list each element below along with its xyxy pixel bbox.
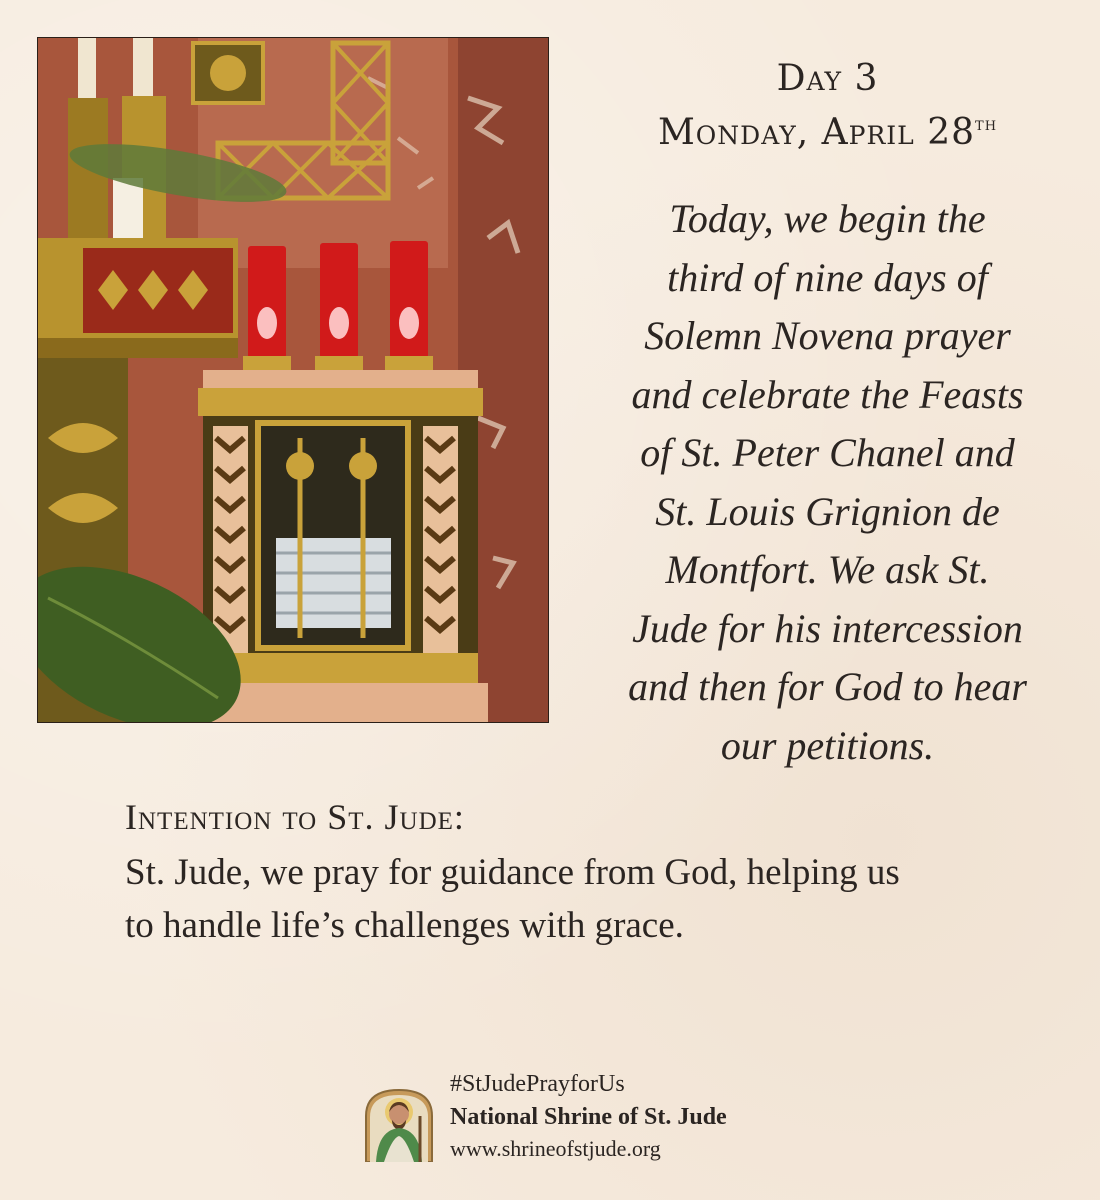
body-line: Today, we begin the (669, 196, 986, 241)
body-line: our petitions. (720, 722, 935, 768)
website-link[interactable]: www.shrineofstjude.org (450, 1136, 661, 1161)
shrine-altar-photo (37, 37, 549, 723)
intention-line: to handle life’s challenges with grace. (125, 905, 684, 946)
body-line: third of nine days of (667, 254, 988, 300)
footer-text (450, 1068, 727, 1164)
date-text: Monday, April 28 (657, 112, 976, 153)
intention-title: Intention to St. Jude: (125, 797, 465, 837)
hashtag: #StJudePrayforUs (450, 1071, 625, 1097)
shrine-name: National Shrine of St. Jude (450, 1104, 727, 1130)
intention-line: St. Jude, we pray for guidance from God, helping us (125, 852, 900, 893)
body-line: Solemn Novena prayer (644, 313, 1011, 358)
novena-description (600, 190, 1055, 775)
candle-group (243, 241, 433, 370)
st-jude-portrait-icon (362, 1086, 436, 1162)
body-line: and then for God to hear (628, 664, 1027, 709)
date-suffix: th (975, 114, 998, 135)
body-line: and celebrate the Feasts (631, 371, 1024, 417)
body-line: Montfort. We ask St. (665, 547, 990, 592)
footer (362, 1068, 762, 1168)
body-line: Jude for his intercession (632, 605, 1023, 651)
body-line: of St. Peter Chanel and (640, 430, 1015, 475)
day-heading: Day 3 (776, 58, 879, 99)
body-line: St. Louis Grignion de (655, 488, 1000, 534)
intention-text (125, 846, 1025, 952)
date-heading (560, 112, 1095, 153)
